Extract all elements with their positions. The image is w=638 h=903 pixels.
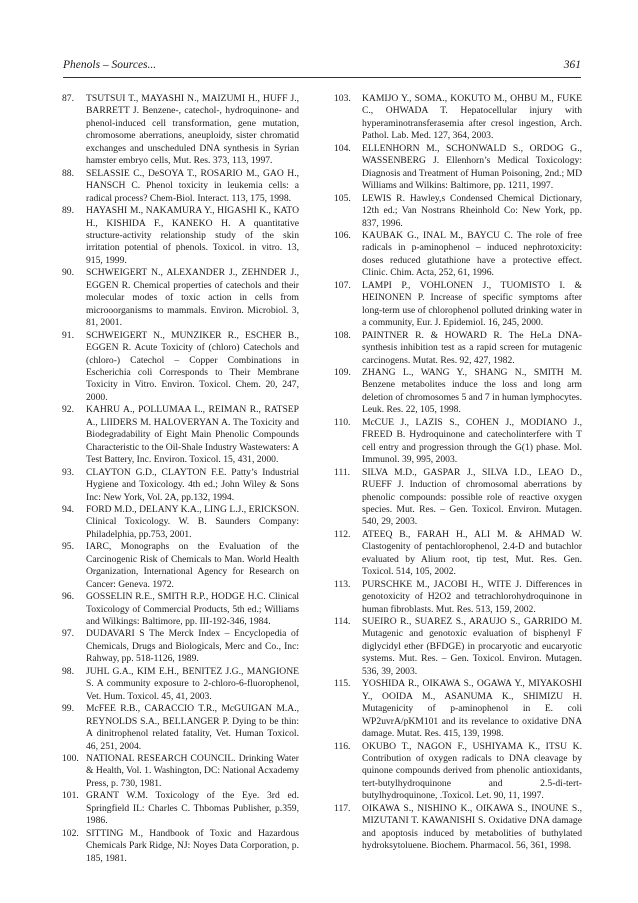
reference-number: 112. xyxy=(334,528,351,540)
reference-number: 87. xyxy=(62,93,74,104)
reference-text: HAYASHI M., NAKAMURA Y., HIGASHI K., KATO H., KISHIDA F., KANEKO H. A quantitative structure-activity relationship study of the skin irritation potential of phenols. Toxicol. in vitro. 13, 915, 1999. xyxy=(86,205,299,266)
reference-text: TSUTSUI T., MAYASHI N., MAIZUMI H., HUFF J., BARRETT J. Benzene-, catechol-, hydroquinone- and phenol-induced cell transformation, gene mutation, chromosome aberrations, aneuploidy, sister chromatid exchanges and unscheduled DNA synthesis in Syrian hamster embryo cells, Mut. Res. 373, 113, 1997. xyxy=(86,93,299,167)
reference-text: CLAYTON G.D., CLAYTON F.E. Patty’s Industrial Hygiene and Toxicology. 4th ed.; John Wiley & Sons Inc: New York, Vol. 2A, pp.132, 1994. xyxy=(86,466,299,503)
reference-text: OIKAWA S., NISHINO K., OIKAWA S., INOUNE S., MIZUTANI T. KAWANISHI S. Oxidative DNA damage and apoptosis induced by metabolities of buthylated hydroksytoluene. Biochem. Pharmacol. 56, 361, 1998. xyxy=(362,802,582,852)
reference-number: 91. xyxy=(62,329,74,341)
reference-text: ELLENHORN M., SCHONWALD S., ORDOG G., WASSENBERG J. Ellenhorn’s Medical Toxicology: Diagnosis and Treatment of Human Poisoning, 2nd.; MD Williams and Wilkins: Baltimore, pp. 1211, 1997. xyxy=(362,142,582,192)
reference-item xyxy=(334,193,582,230)
reference-number: 92. xyxy=(62,404,74,416)
reference-number: 107. xyxy=(334,279,351,291)
reference-number: 104. xyxy=(334,142,351,154)
reference-item xyxy=(62,504,299,541)
reference-number: 114. xyxy=(334,616,351,628)
reference-text: LEWIS R. Hawley,s Condensed Chemical Dictionary, 12th ed.; Van Nostrans Rheinhold Co: New York, pp. 837, 1996. xyxy=(362,192,582,229)
reference-item xyxy=(62,628,299,665)
reference-item xyxy=(334,803,582,853)
reference-item xyxy=(62,790,299,827)
reference-item xyxy=(334,616,582,678)
reference-number: 111. xyxy=(334,466,351,478)
reference-text: KAHRU A., POLLUMAA L., REIMAN R., RATSEP A., LIIDERS M. HALOVERYAN A. The Toxicity and Biodegradability of Eight Main Phenolic Compounds Characteristic to the Oil-Shale Industry Wastewaters: A Test Battery, Inc. Environ. Toxicol. 15, 431, 2000. xyxy=(86,404,299,466)
reference-item xyxy=(62,93,299,168)
reference-text: OKUBO T., NAGON F., USHIYAMA K., ITSU K. Contribution of oxygen radicals to DNA cleavage by quinone compounds derived from phenolic antioxidants, tert-butylhydroquinone and 2.5-di-tert-butylhydroquinone, .Toxicol. Let. 90, 11, 1997. xyxy=(362,740,582,802)
reference-number: 117. xyxy=(334,802,351,814)
reference-number: 97. xyxy=(62,628,74,640)
reference-text: SITTING M., Handbook of Toxic and Hazardous Chemicals Park Ridge, NJ: Noyes Data Corporation, p. 185, 1981. xyxy=(86,827,299,864)
reference-item xyxy=(334,467,582,529)
reference-item xyxy=(62,267,299,329)
reference-number: 88. xyxy=(62,167,74,179)
reference-text: GRANT W.M. Toxicology of the Eye. 3rd ed. Springfield IL: Charles C. Thbomas Publisher, p.359, 1986. xyxy=(86,790,299,827)
reference-text: SCHWEIGERT N., MUNZIKER R., ESCHER B., EGGEN R. Acute Toxicity of (chloro) Catechols and (chloro-) Catechol – Copper Combinations in Escherichia coli Corresponds to Their Membrane Toxicity in Vitro. Environ. Toxicol. Chem. 20, 247, 2000. xyxy=(86,329,299,403)
reference-item xyxy=(334,93,582,143)
reference-number: 106. xyxy=(334,229,351,241)
reference-number: 105. xyxy=(334,192,351,204)
reference-text: ATEEQ B., FARAH H., ALI M. & AHMAD W. Clastogenity of pentachlorophenol, 2.4-D and butachlor evaluated by Alium root, tip test, Mut. Res. Gen. Toxicol. 514, 105, 2002. xyxy=(362,528,582,578)
reference-number: 110. xyxy=(334,416,351,428)
reference-item xyxy=(334,143,582,193)
reference-number: 115. xyxy=(334,678,351,690)
reference-item xyxy=(334,280,582,330)
reference-text: FORD M.D., DELANY K.A., LING L.J., ERICKSON. Clinical Toxicology. W. B. Saunders Company: Philadelphia, pp.753, 2001. xyxy=(86,503,299,540)
reference-text: YOSHIDA R., OIKAWA S., OGAWA Y., MIYAKOSHI Y., OOIDA M., ASANUMA K., SHIMIZU H. Mutagenicity of p-aminophenol in E. coli WP2uvrA/pKM101 and its revelance to oxidative DNA damage. Mutat. Res. 415, 139, 1998. xyxy=(362,678,582,740)
reference-item xyxy=(334,367,582,417)
reference-item xyxy=(62,168,299,205)
references-column-left xyxy=(62,93,299,865)
reference-number: 108. xyxy=(334,329,351,341)
reference-item xyxy=(62,205,299,267)
reference-item xyxy=(334,741,582,803)
reference-item xyxy=(334,417,582,467)
reference-text: McFEE R.B., CARACCIO T.R., McGUIGAN M.A., REYNOLDS S.A., BELLANGER P. Dying to be thin: A dinitrophenol related fatality, Vet. Human Toxicol. 46, 251, 2004. xyxy=(86,703,299,752)
reference-text: SCHWEIGERT N., ALEXANDER J., ZEHNDER J., EGGEN R. Chemical properties of catechols and their molecular modes of toxic action in cells from microoorganisms to mammals. Environ. Microbiol. 3, 81, 2001. xyxy=(86,267,299,329)
reference-item xyxy=(62,330,299,405)
reference-number: 113. xyxy=(334,578,351,590)
reference-item xyxy=(334,529,582,579)
reference-item xyxy=(62,703,299,753)
reference-text: LAMPI P., VOHLONEN J., TUOMISTO I. & HEINONEN P. Increase of specific symptoms after long-term use of chlorophenol polluted drinking water in a community, Eur. J. Epidemiol. 16, 245, 2000. xyxy=(362,279,582,329)
reference-number: 101. xyxy=(62,790,79,802)
reference-text: GOSSELIN R.E., SMITH R.P., HODGE H.C. Clinical Toxicology of Commercial Products, 5th ed.; Williams and Wilkings: Baltimore, pp. III-192-346, 1984. xyxy=(86,591,299,628)
reference-text: NATIONAL RESEARCH COUNCIL. Drinking Water & Health, Vol. 1. Washington, DC: National Acxademy Press, p. 730, 1981. xyxy=(86,753,299,789)
reference-item xyxy=(62,541,299,591)
running-title: Phenols – Sources... xyxy=(63,59,157,71)
reference-number: 93. xyxy=(62,466,74,478)
reference-item xyxy=(334,230,582,280)
reference-item xyxy=(334,678,582,740)
reference-number: 96. xyxy=(62,591,74,603)
reference-text: PURSCHKE M., JACOBI H., WITE J. Differences in genotoxicity of H2O2 and tetrachlorohydroquinone in human fibroblasts. Mut. Res. 513, 159, 2002. xyxy=(362,578,582,615)
reference-number: 102. xyxy=(62,827,79,839)
reference-number: 94. xyxy=(62,503,74,515)
reference-text: SUEIRO R., SUAREZ S., ARAUJO S., GARRIDO M. Mutagenic and genotoxic evaluation of bisphenyl F diglycidyl ether (BFDGE) in procaryotic and eucaryotic systems. Mut. Res. – Gen. Toxicol. Environ. Mutagen. 536, 39, 2003. xyxy=(362,616,582,677)
reference-number: 100. xyxy=(62,753,79,765)
reference-text: PAINTNER R. & HOWARD R. The HeLa DNA-synthesis inhibition test as a rapid screen for mutagenic carcinogens. Mutat. Res. 92, 427, 1982. xyxy=(362,329,582,366)
reference-item xyxy=(62,467,299,504)
reference-number: 95. xyxy=(62,541,74,553)
reference-item xyxy=(334,330,582,367)
references-column-right xyxy=(334,93,582,853)
reference-text: SILVA M.D., GASPAR J., SILVA I.D., LEAO D., RUEFF J. Induction of chromosomal aberrations by phenolic compounds: possible role of reactive oxygen species. Mut. Res. – Gen. Toxicol. Environ. Mutagen. 540, 29, 2003. xyxy=(362,466,582,528)
reference-item xyxy=(62,753,299,790)
reference-number: 98. xyxy=(62,665,74,677)
reference-text: KAMIJO Y., SOMA., KOKUTO M., OHBU M., FUKE C., OHWADA T. Hepatocellular injury with hyperaminotransferasemia after cresol ingestion, Arch. Pathol. Lab. Med. 127, 364, 2003. xyxy=(362,93,582,142)
reference-item xyxy=(62,828,299,865)
reference-item xyxy=(62,591,299,628)
reference-number: 90. xyxy=(62,267,74,279)
reference-item xyxy=(62,404,299,466)
reference-text: SELASSIE C., DeSOYA T., ROSARIO M., GAO H., HANSCH C. Phenol toxicity in leukemia cells: a radical process? Chem-Biol. Interact. 113, 175, 1998. xyxy=(86,167,299,204)
reference-text: DUDAVARI S The Merck Index – Encyclopedia of Chemicals, Drugs and Biologicals, Merc and Co., Inc: Rahway, pp. 518-1126, 1989. xyxy=(86,628,299,665)
running-header xyxy=(63,57,581,78)
reference-item xyxy=(62,666,299,703)
reference-number: 116. xyxy=(334,740,351,752)
reference-number: 89. xyxy=(62,205,74,217)
reference-text: KAUBAK G., INAL M., BAYCU C. The role of free radicals in p-aminophenol – induced nephrotoxicity: doses reduced glutathione have a protective effect. Clinic. Chim. Acta, 252, 61, 1996. xyxy=(362,229,582,279)
reference-text: McCUE J., LAZIS S., COHEN J., MODIANO J., FREED B. Hydroquinone and catecholinterfere with T cell entry and progression through the G(1) phase. Mol. Immunol. 39, 995, 2003. xyxy=(362,416,582,466)
reference-number: 103. xyxy=(334,93,351,104)
reference-text: JUHL G.A., KIM E.H., BENITEZ J.G., MANGIONE S. A community exposure to 2-chloro-6-fluorophenol, Vet. Hum. Toxicol. 45, 41, 2003. xyxy=(86,665,299,702)
page-number: 361 xyxy=(563,59,581,71)
reference-item xyxy=(334,579,582,616)
reference-number: 109. xyxy=(334,366,351,378)
reference-number: 99. xyxy=(62,703,74,715)
reference-text: IARC, Monographs on the Evaluation of the Carcinogenic Risk of Chemicals to Man. World Health Organization, International Agency for Research on Cancer: Geneva. 1972. xyxy=(86,541,299,590)
reference-text: ZHANG L., WANG Y., SHANG N., SMITH M. Benzene metabolites induce the loss and long arm deletion of chromosomes 5 and 7 in human lymphocytes. Leuk. Res. 22, 105, 1998. xyxy=(362,366,582,416)
